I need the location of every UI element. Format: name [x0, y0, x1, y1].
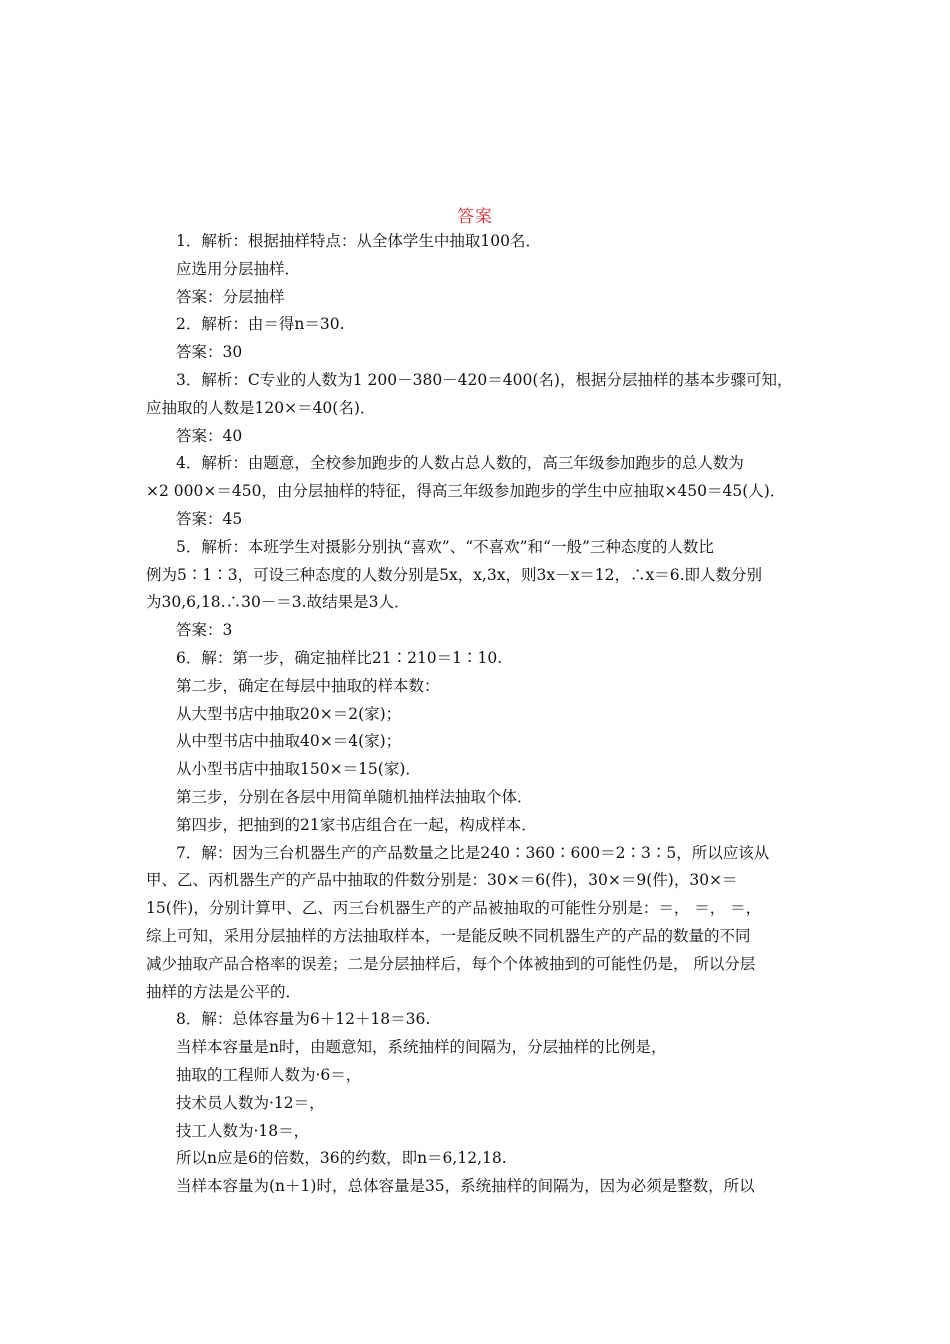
text-line: 例为5∶1∶3，可设三种态度的人数分别是5x，x,3x，则3x－x＝12，∴x＝6.即人数分别 — [146, 565, 763, 584]
text-line: 第三步，分别在各层中用简单随机抽样法抽取个体． — [176, 787, 533, 806]
text-line: 答案：40 — [176, 426, 243, 445]
text-line: 所以n应是6的倍数，36的约数，即n＝6,12,18. — [176, 1149, 507, 1168]
text-line: 抽样的方法是公平的． — [146, 982, 302, 1001]
text-line: 应抽取的人数是120×＝40(名)． — [146, 398, 376, 417]
text-line: 当样本容量是n时，由题意知，系统抽样的间隔为，分层抽样的比例是， — [176, 1038, 667, 1057]
text-line: 5．解析：本班学生对摄影分别执“喜欢”、“不喜欢”和“一般”三种态度的人数比 — [176, 537, 714, 556]
text-line: 3．解析：C专业的人数为1 200－380－420＝400(名)，根据分层抽样的基本步骤可知， — [176, 370, 793, 389]
text-line: 从大型书店中抽取20×＝2(家)； — [176, 704, 402, 723]
text-line: 当样本容量为(n＋1)时，总体容量是35，系统抽样的间隔为，因为必须是整数，所以 — [176, 1177, 755, 1196]
text-line: 答案：30 — [176, 343, 243, 362]
text-line: 第四步，把抽到的21家书店组合在一起，构成样本． — [176, 815, 537, 834]
text-line: 减少抽取产品合格率的误差；二是分层抽样后，每个个体被抽到的可能性仍是， 所以分层 — [146, 954, 756, 973]
text-line: 2．解析：由＝得n＝30. — [176, 315, 345, 334]
text-line: 6．解：第一步，确定抽样比21∶210＝1∶10. — [176, 648, 503, 667]
text-line: 第二步，确定在每层中抽取的样本数： — [176, 676, 440, 695]
text-line: 抽取的工程师人数为·6＝， — [176, 1065, 362, 1084]
text-line: 技工人数为·18＝， — [176, 1121, 310, 1140]
text-line: 8．解：总体容量为6＋12＋18＝36. — [176, 1010, 431, 1029]
text-line: 答案：分层抽样 — [176, 287, 285, 306]
text-line: 应选用分层抽样． — [176, 259, 301, 278]
text-line: 综上可知，采用分层抽样的方法抽取样本，一是能反映不同机器生产的产品的数量的不同 — [146, 926, 751, 945]
answer-content — [146, 228, 822, 1201]
text-line: 答案：45 — [176, 509, 243, 528]
text-line: 从中型书店中抽取40×＝4(家)； — [176, 732, 402, 751]
text-line: 1．解析：根据抽样特点：从全体学生中抽取100名． — [176, 232, 541, 250]
text-line: ×2 000×＝450，由分层抽样的特征，得高三年级参加跑步的学生中应抽取×450＝45(人)． — [146, 482, 786, 501]
text-line: 技术员人数为·12＝， — [176, 1093, 325, 1112]
text-line: 答案：3 — [176, 621, 233, 640]
text-line: 7．解：因为三台机器生产的产品数量之比是240∶360∶600＝2∶3∶5，所以应该从 — [176, 843, 770, 862]
text-line: 从小型书店中抽取150×＝15(家)． — [176, 760, 421, 779]
answer-title: 答案 — [457, 207, 493, 227]
text-line: 4．解析：由题意，全校参加跑步的人数占总人数的，高三年级参加跑步的总人数为 — [176, 454, 744, 473]
text-line: 为30,6,18.∴30－＝3.故结果是3人． — [146, 593, 410, 612]
text-line: 15(件)，分别计算甲、乙、丙三台机器生产的产品被抽取的可能性分别是：＝， ＝， ＝， — [146, 899, 762, 918]
text-line: 甲、乙、丙机器生产的产品中抽取的件数分别是：30×＝6(件)，30×＝9(件)，30×＝ — [146, 871, 738, 890]
